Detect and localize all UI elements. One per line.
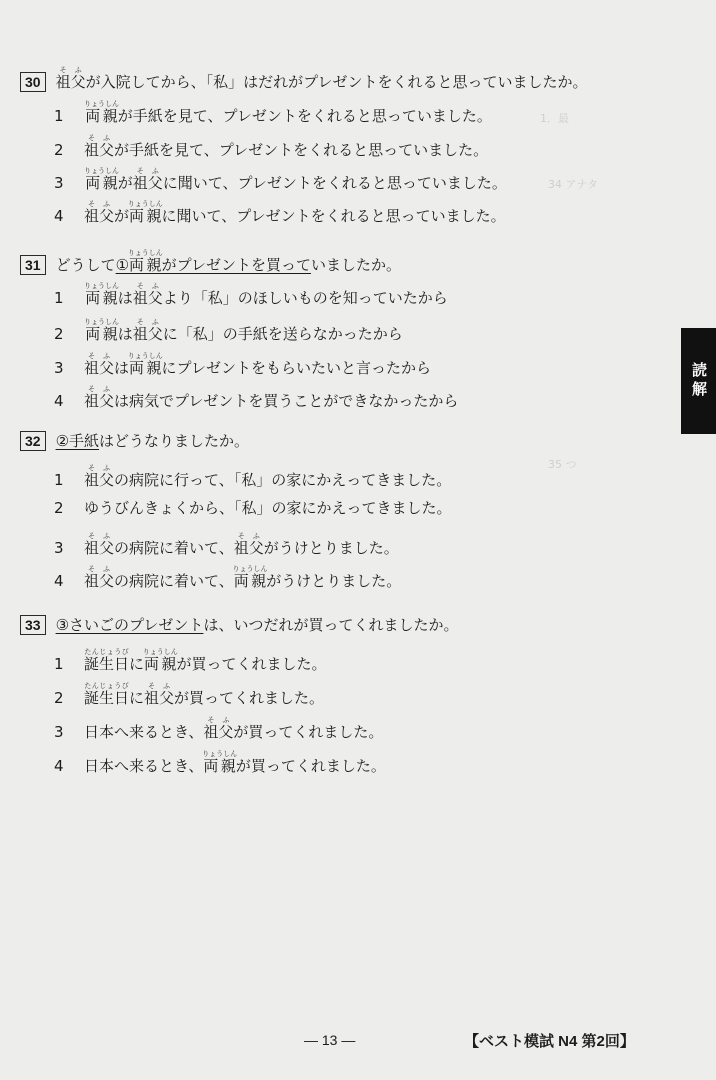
kanji-with-furigana (84, 352, 115, 377)
kanji-with-furigana (84, 464, 115, 489)
question-number-box: 33 (20, 615, 46, 635)
answer-option[interactable] (54, 100, 492, 126)
kanji: 両親 (202, 757, 238, 775)
kanji: 祖父 (55, 73, 86, 91)
question-number-box: 31 (20, 255, 46, 275)
kanji: 両親 (127, 207, 163, 225)
option-number: 3 (54, 723, 64, 741)
question-stem (20, 615, 458, 635)
answer-option[interactable] (54, 200, 506, 226)
kanji-with-furigana (203, 716, 234, 741)
text-run: いましたか。 (310, 256, 401, 274)
book-title: 【ベスト模試 N4 第2回】 (464, 1033, 635, 1050)
text-run: が (117, 174, 133, 192)
answer-option[interactable] (54, 282, 448, 308)
kanji: 祖父 (84, 572, 115, 590)
underlined-phrase (56, 432, 99, 450)
kanji-with-furigana (127, 249, 163, 274)
option-number: 4 (54, 572, 64, 590)
bleed-through-text: 34 アナタ (548, 178, 598, 191)
furigana: そふ (84, 352, 115, 360)
kanji-with-furigana (84, 385, 115, 410)
text-run: ②手紙 (55, 432, 100, 450)
kanji-with-furigana (127, 352, 163, 377)
text-run: が手紙を見て、プレゼントをくれると思っていました。 (114, 141, 489, 159)
text-run: に「私」の手紙を送らなかったから (162, 325, 403, 343)
answer-option[interactable] (54, 682, 324, 708)
kanji-with-furigana (84, 200, 115, 225)
text-run: ゆうびんきょくから、「私」の家にかえってきました。 (84, 499, 452, 517)
kanji: 誕生日 (84, 689, 130, 707)
answer-option[interactable] (54, 352, 431, 378)
kanji: 両親 (127, 256, 163, 274)
kanji: 両親 (84, 107, 119, 125)
answer-option[interactable] (54, 565, 401, 591)
bleed-through-text: 35 つ (548, 458, 577, 471)
section-tab-reading: 読解 (681, 328, 716, 434)
option-number: 1 (54, 107, 64, 125)
answer-option[interactable] (54, 750, 386, 776)
answer-option[interactable] (54, 167, 507, 193)
text-run: が買ってくれました。 (174, 689, 325, 707)
text-run: の病院に着いて、 (114, 539, 234, 557)
text-run: の病院に行って、「私」の家にかえってきました。 (114, 471, 452, 489)
text-run: に聞いて、プレゼントをくれると思っていました。 (162, 174, 507, 192)
option-number: 2 (54, 141, 64, 159)
furigana: そふ (84, 565, 115, 573)
option-number: 3 (54, 174, 64, 192)
option-number: 1 (54, 655, 64, 673)
page-number: — 13 — (304, 1032, 356, 1048)
text-run: の病院に着いて、 (114, 572, 234, 590)
text-run: は (117, 289, 133, 307)
furigana: りょうしん (127, 352, 163, 360)
text-run: がプレゼントを買って (161, 256, 311, 274)
text-run: が買ってくれました。 (235, 757, 386, 775)
kanji-with-furigana (84, 100, 119, 125)
kanji: 両親 (84, 174, 119, 192)
furigana: そふ (132, 282, 163, 290)
kanji: 両親 (84, 325, 119, 343)
kanji: 祖父 (84, 141, 115, 159)
option-number: 4 (54, 207, 64, 225)
kanji-with-furigana (233, 532, 264, 557)
furigana: りょうしん (84, 282, 119, 290)
kanji: 祖父 (84, 207, 115, 225)
kanji: 両親 (84, 289, 119, 307)
text-run: より「私」のほしいものを知っていたから (162, 289, 448, 307)
question-stem (20, 66, 588, 92)
kanji-with-furigana (127, 200, 163, 225)
text-run: に (129, 655, 145, 673)
text-run: にプレゼントをもらいたいと言ったから (161, 359, 431, 377)
furigana: そふ (84, 532, 115, 540)
furigana: りょうしん (202, 750, 238, 758)
option-number: 2 (54, 325, 64, 343)
option-number: 1 (54, 289, 64, 307)
answer-option[interactable] (54, 716, 383, 742)
kanji: 両親 (127, 359, 163, 377)
furigana: りょうしん (84, 100, 119, 108)
kanji-with-furigana (84, 532, 115, 557)
answer-option[interactable] (54, 318, 403, 344)
text-run: に聞いて、プレゼントをくれると思っていました。 (161, 207, 506, 225)
furigana: りょうしん (142, 648, 178, 656)
text-run: は、いつだれが買ってくれましたか。 (203, 616, 459, 634)
kanji: 祖父 (132, 289, 163, 307)
underlined-phrase (115, 249, 311, 274)
kanji: 祖父 (84, 392, 115, 410)
text-run: 日本へ来るとき、 (84, 757, 204, 775)
kanji-with-furigana (84, 318, 119, 343)
kanji-with-furigana (132, 167, 163, 192)
kanji: 祖父 (203, 723, 234, 741)
kanji-with-furigana (84, 648, 130, 673)
furigana: そふ (233, 532, 264, 540)
furigana: たんじょうび (84, 648, 130, 656)
text-run: どうして (55, 256, 116, 274)
kanji: 祖父 (132, 174, 163, 192)
furigana: そふ (132, 318, 163, 326)
kanji-with-furigana (55, 66, 86, 91)
kanji: 両親 (142, 655, 178, 673)
bleed-through-text: 1．最 (540, 112, 569, 125)
text-run: は (117, 325, 133, 343)
text-run: は病気でプレゼントを買うことができなかったから (114, 392, 459, 410)
kanji-with-furigana (84, 682, 130, 707)
kanji-with-furigana (232, 565, 268, 590)
kanji: 誕生日 (84, 655, 130, 673)
kanji-with-furigana (142, 648, 178, 673)
option-number: 4 (54, 392, 64, 410)
kanji-with-furigana (84, 565, 115, 590)
furigana: りょうしん (127, 249, 163, 257)
answer-option[interactable] (54, 648, 327, 674)
text-run: 日本へ来るとき、 (84, 723, 204, 741)
kanji-with-furigana (84, 282, 119, 307)
text-run: がうけとりました。 (266, 572, 402, 590)
kanji-with-furigana (202, 750, 238, 775)
question-stem (20, 249, 401, 275)
kanji-with-furigana (144, 682, 175, 707)
furigana: りょうしん (84, 318, 119, 326)
kanji: 祖父 (84, 539, 115, 557)
kanji-with-furigana (132, 282, 163, 307)
answer-option[interactable] (54, 498, 452, 518)
text-run: ① (115, 256, 130, 274)
answer-option[interactable] (54, 134, 488, 160)
option-number: 2 (54, 499, 64, 517)
text-run: が買ってくれました。 (233, 723, 384, 741)
kanji: 祖父 (144, 689, 175, 707)
kanji: 両親 (232, 572, 268, 590)
kanji: 祖父 (84, 471, 115, 489)
text-run: が買ってくれました。 (176, 655, 327, 673)
answer-option[interactable] (54, 385, 458, 411)
text-run: はどうなりましたか。 (99, 432, 250, 450)
furigana: そふ (84, 134, 115, 142)
furigana: りょうしん (84, 167, 119, 175)
text-run: がうけとりました。 (263, 539, 399, 557)
question-number-box: 32 (20, 431, 46, 451)
text-run: が入院してから、「私」はだれがプレゼントをくれると思っていましたか。 (85, 73, 588, 91)
furigana: りょうしん (232, 565, 268, 573)
option-number: 1 (54, 471, 64, 489)
text-run: に (129, 689, 145, 707)
question-stem (20, 431, 249, 451)
underlined-phrase (56, 616, 204, 634)
furigana: そふ (144, 682, 175, 690)
option-number: 4 (54, 757, 64, 775)
answer-option[interactable] (54, 464, 451, 490)
furigana: そふ (84, 200, 115, 208)
kanji-with-furigana (84, 167, 119, 192)
answer-option[interactable] (54, 532, 399, 558)
furigana: そふ (203, 716, 234, 724)
kanji-with-furigana (132, 318, 163, 343)
furigana: たんじょうび (84, 682, 130, 690)
option-number: 3 (54, 539, 64, 557)
option-number: 3 (54, 359, 64, 377)
kanji: 祖父 (233, 539, 264, 557)
furigana: そふ (132, 167, 163, 175)
text-run: が手紙を見て、プレゼントをくれると思っていました。 (117, 107, 492, 125)
furigana: りょうしん (127, 200, 163, 208)
kanji: 祖父 (132, 325, 163, 343)
furigana: そふ (55, 66, 86, 74)
furigana: そふ (84, 385, 115, 393)
kanji: 祖父 (84, 359, 115, 377)
text-run: は (114, 359, 130, 377)
text-run: が (114, 207, 130, 225)
kanji-with-furigana (84, 134, 115, 159)
text-run: ③さいごのプレゼント (55, 616, 204, 634)
option-number: 2 (54, 689, 64, 707)
question-number-box: 30 (20, 72, 46, 92)
furigana: そふ (84, 464, 115, 472)
